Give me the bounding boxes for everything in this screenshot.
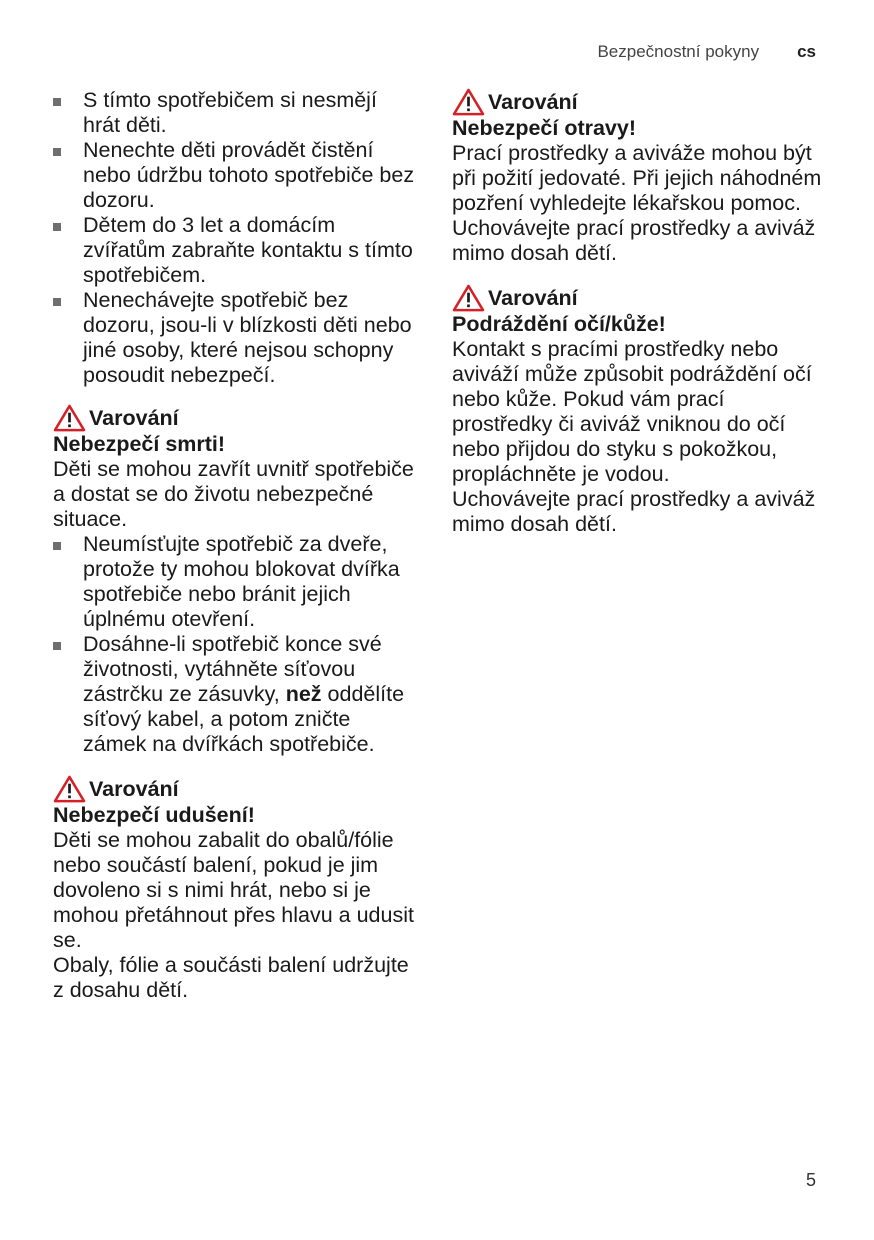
warning-triangle-icon <box>53 775 86 803</box>
square-bullet-icon <box>53 298 61 306</box>
page-header <box>597 42 816 62</box>
warning-label: Varování <box>89 405 179 430</box>
warning-title: Nebezpečí otravy! <box>452 116 637 140</box>
bullet-list-door <box>53 532 418 757</box>
warning-block-suffocation-death <box>53 404 418 532</box>
list-item <box>53 632 418 757</box>
warning-title: Podráždění očí/kůže! <box>452 312 666 336</box>
warning-title: Nebezpečí smrti! <box>53 432 226 456</box>
right-column <box>452 88 822 537</box>
list-item-text: Dosáhne-li spotřebič konce své životnosti, vytáhněte síťovou zástrčku ze zásuvky, <box>83 632 382 706</box>
list-item-text: Neumísťujte spotřebič za dveře, protože ty mohou blokovat dvířka spotřebiče nebo bránit jejich úplnému otevření. <box>83 532 400 631</box>
warning-block-irritation <box>452 284 822 537</box>
left-column <box>53 88 418 1003</box>
list-item <box>53 138 418 213</box>
warning-text: Uchovávejte prací prostředky a aviváž mimo dosah dětí. <box>452 216 816 265</box>
warning-text: Prací prostředky a aviváže mohou být při požití jedovaté. Při jejich náhodném pozření vyhledejte lékařskou pomoc. <box>452 141 822 215</box>
emphasis-text: než <box>285 682 322 706</box>
list-item-text: S tímto spotřebičem si nesmějí hrát děti. <box>83 88 377 137</box>
warning-header <box>452 284 822 312</box>
list-item-text: Nenechte děti provádět čistění nebo údržbu tohoto spotřebiče bez dozoru. <box>83 138 415 212</box>
list-item <box>53 288 418 388</box>
list-item-text: Dětem do 3 let a domácím zvířatům zabraňte kontaktu s tímto spotřebičem. <box>83 213 413 287</box>
warning-triangle-icon <box>53 404 86 432</box>
square-bullet-icon <box>53 642 61 650</box>
warning-triangle-icon <box>452 284 485 312</box>
warning-header <box>452 88 822 116</box>
list-item <box>53 88 418 138</box>
warning-triangle-icon <box>452 88 485 116</box>
list-item-text: oddělíte síťový kabel, a potom zničte zámek na dvířkách spotřebiče. <box>83 682 405 756</box>
warning-label: Varování <box>89 776 179 801</box>
warning-header <box>53 775 418 803</box>
warning-title: Nebezpečí udušení! <box>53 803 255 827</box>
warning-text: Kontakt s pracími prostředky nebo aviváží může způsobit podráždění očí nebo kůže. Pokud vám prací prostředky či aviváž vniknou do očí nebo přijdou do styku s pokožkou, propláchněte je vodou. <box>452 337 812 486</box>
square-bullet-icon <box>53 148 61 156</box>
warning-label: Varování <box>488 89 578 114</box>
list-item <box>53 213 418 288</box>
warning-block-suffocation <box>53 775 418 1003</box>
warning-header <box>53 404 418 432</box>
section-title: Bezpečnostní pokyny <box>597 42 760 61</box>
language-code: cs <box>797 42 816 61</box>
list-item <box>53 532 418 632</box>
square-bullet-icon <box>53 98 61 106</box>
bullet-list-children <box>53 88 418 388</box>
warning-text: Uchovávejte prací prostředky a aviváž mimo dosah dětí. <box>452 487 816 536</box>
warning-text: Děti se mohou zavřít uvnitř spotřebiče a dostat se do životu nebezpečné situace. <box>53 457 414 531</box>
square-bullet-icon <box>53 542 61 550</box>
warning-text: Děti se mohou zabalit do obalů/fólie nebo součástí balení, pokud je jim dovoleno si s nimi hrát, nebo si je mohou přetáhnout přes hlavu a udusit se. <box>53 828 414 952</box>
warning-label: Varování <box>488 285 578 310</box>
warning-block-poisoning <box>452 88 822 266</box>
page-number: 5 <box>805 1170 816 1190</box>
warning-text: Obaly, fólie a součásti balení udržujte z dosahu dětí. <box>53 953 409 1002</box>
square-bullet-icon <box>53 223 61 231</box>
list-item-text: Nenechávejte spotřebič bez dozoru, jsou-li v blízkosti děti nebo jiné osoby, které nejsou schopny posoudit nebezpečí. <box>83 288 412 387</box>
